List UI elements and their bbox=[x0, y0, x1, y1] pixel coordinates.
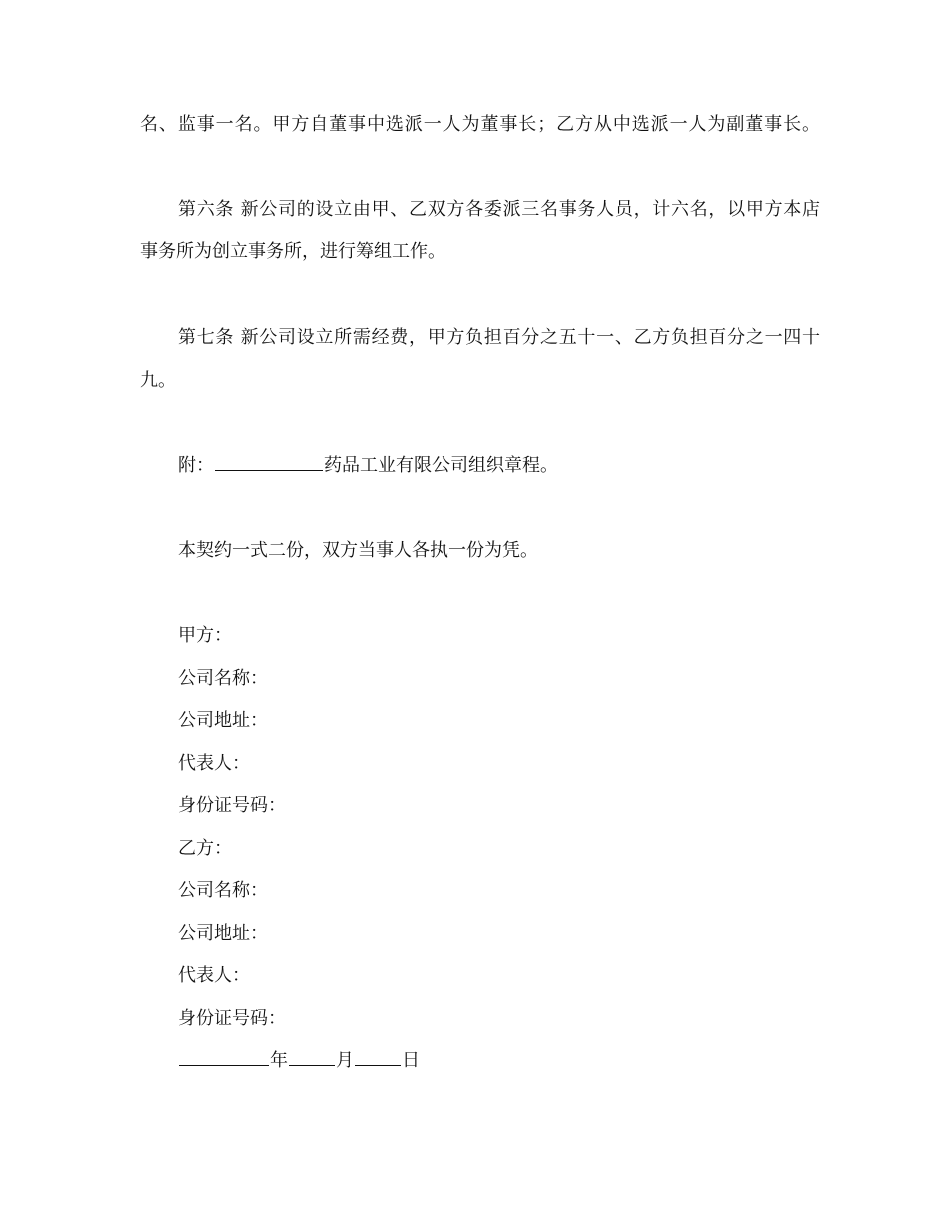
company-name-blank bbox=[215, 469, 323, 471]
party-b-company-address-label: 公司地址： bbox=[178, 923, 268, 944]
party-b-representative-label: 代表人： bbox=[178, 965, 250, 986]
article-6-line-2: 事务所为创立事务所，进行筹组工作。 bbox=[140, 241, 446, 262]
party-b-company-name-label: 公司名称： bbox=[178, 880, 268, 901]
signature-date-line bbox=[178, 1049, 820, 1073]
copies-statement: 本契约一式二份，双方当事人各执一份为凭。 bbox=[178, 540, 538, 561]
article-7-line-2: 九。 bbox=[140, 370, 176, 391]
party-a-title: 甲方： bbox=[178, 625, 232, 646]
year-blank bbox=[179, 1064, 269, 1066]
party-a-company-address-label: 公司地址： bbox=[178, 710, 268, 731]
article-7-line-1: 第七条 新公司设立所需经费，甲方负担百分之五十一、乙方负担百分之一四十 bbox=[178, 327, 820, 348]
day-blank bbox=[355, 1064, 401, 1066]
party-a-id-number-label: 身份证号码： bbox=[178, 795, 286, 816]
day-label: 日 bbox=[402, 1050, 420, 1071]
party-a-representative-label: 代表人： bbox=[178, 753, 250, 774]
party-b-title: 乙方： bbox=[178, 838, 232, 859]
month-label: 月 bbox=[336, 1050, 354, 1071]
attachment-suffix: 药品工业有限公司组织章程。 bbox=[324, 455, 558, 476]
month-blank bbox=[289, 1064, 335, 1066]
attachment-prefix: 附： bbox=[178, 455, 214, 476]
year-label: 年 bbox=[270, 1050, 288, 1071]
party-a-company-name-label: 公司名称： bbox=[178, 668, 268, 689]
paragraph-continuation: 名、监事一名。甲方自董事中选派一人为董事长；乙方从中选派一人为副董事长。 bbox=[140, 114, 820, 135]
article-6-line-1: 第六条 新公司的设立由甲、乙双方各委派三名事务人员，计六名，以甲方本店 bbox=[178, 199, 820, 220]
party-b-id-number-label: 身份证号码： bbox=[178, 1008, 286, 1029]
attachment-line bbox=[178, 454, 820, 478]
